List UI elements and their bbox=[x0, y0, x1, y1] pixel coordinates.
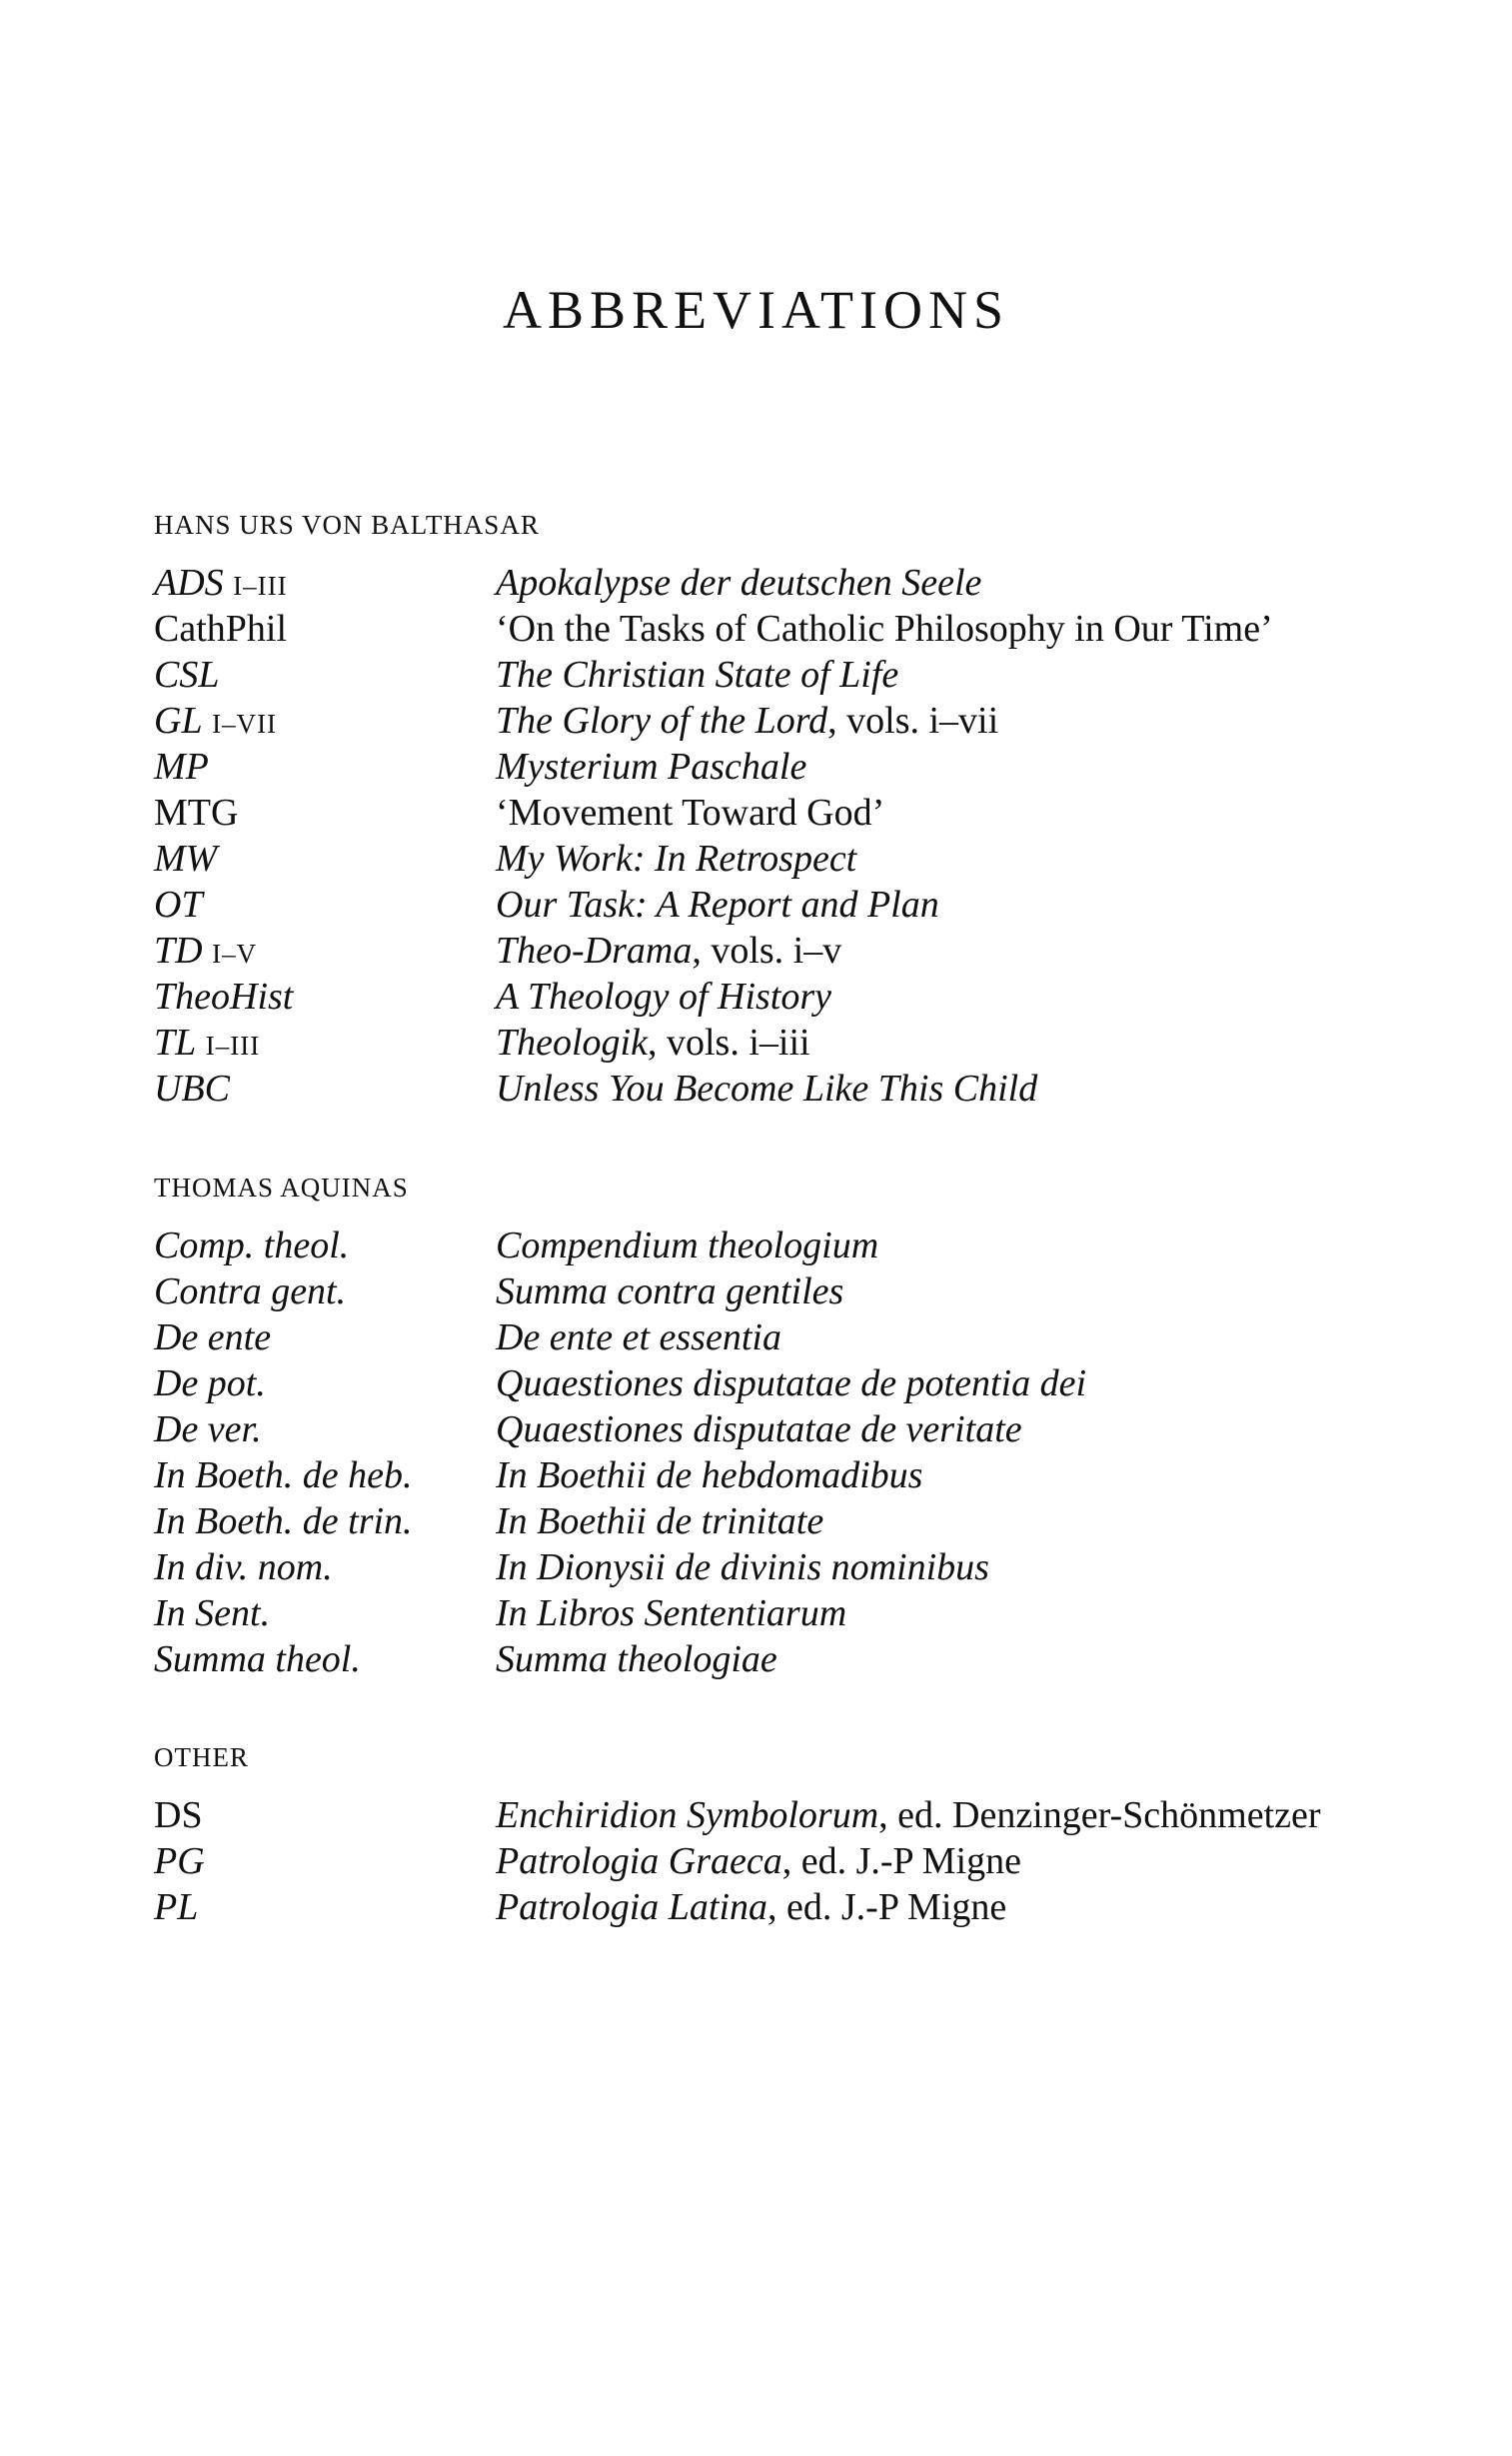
list-item bbox=[154, 974, 1383, 1020]
full-title: De ente et essentia bbox=[496, 1316, 781, 1358]
list-item bbox=[154, 1268, 1383, 1314]
full-title: My Work: In Retrospect bbox=[496, 838, 857, 880]
full-title: Theologik, vols. i–iii bbox=[496, 1022, 810, 1064]
abbreviation: MW bbox=[154, 838, 218, 880]
full-title: Quaestiones disputatae de potentia dei bbox=[496, 1362, 1087, 1404]
section-balthasar bbox=[154, 512, 1383, 1112]
full-title: Theo-Drama, vols. i–v bbox=[496, 930, 842, 972]
full-title: Patrologia Latina, ed. J.-P Migne bbox=[496, 1886, 1007, 1928]
list-item bbox=[154, 1314, 1383, 1360]
list-item bbox=[154, 1066, 1383, 1112]
abbreviation: Comp. theol. bbox=[154, 1225, 350, 1266]
abbreviation: TL I–III bbox=[154, 1022, 261, 1064]
full-title: Compendium theologium bbox=[496, 1225, 879, 1266]
abbreviation: CathPhil bbox=[154, 608, 288, 650]
full-title: Patrologia Graeca, ed. J.-P Migne bbox=[496, 1840, 1021, 1882]
list-item bbox=[154, 744, 1383, 790]
abbreviation: MP bbox=[154, 746, 209, 788]
full-title: ‘Movement Toward God’ bbox=[496, 792, 885, 834]
list-item bbox=[154, 928, 1383, 974]
abbreviation: PL bbox=[154, 1886, 199, 1928]
full-title: The Christian State of Life bbox=[496, 654, 899, 696]
abbreviation: Contra gent. bbox=[154, 1270, 347, 1312]
list-item bbox=[154, 1884, 1383, 1930]
abbreviation: TheoHist bbox=[154, 976, 294, 1018]
full-title: ‘On the Tasks of Catholic Philosophy in Our Time’ bbox=[496, 608, 1273, 650]
abbreviation: CSL bbox=[154, 654, 220, 696]
list-item bbox=[154, 1636, 1383, 1682]
abbreviation-list bbox=[154, 1223, 1383, 1682]
abbreviation: TD I–V bbox=[154, 930, 258, 972]
full-title: In Dionysii de divinis nominibus bbox=[496, 1546, 989, 1588]
abbreviation: DS bbox=[154, 1794, 203, 1836]
list-item bbox=[154, 1544, 1383, 1590]
full-title: Summa theologiae bbox=[496, 1638, 777, 1680]
section-aquinas bbox=[154, 1175, 1383, 1682]
list-item bbox=[154, 1792, 1383, 1838]
abbreviation: De ente bbox=[154, 1316, 272, 1358]
list-item bbox=[154, 1452, 1383, 1498]
full-title: The Glory of the Lord, vols. i–vii bbox=[496, 700, 999, 742]
list-item bbox=[154, 1360, 1383, 1406]
full-title: Unless You Become Like This Child bbox=[496, 1068, 1038, 1110]
abbreviation: UBC bbox=[154, 1068, 230, 1110]
abbreviation: GL I–VII bbox=[154, 700, 278, 742]
abbreviation: In Sent. bbox=[154, 1592, 271, 1634]
page-title: ABBREVIATIONS bbox=[502, 280, 1010, 340]
abbreviation: De ver. bbox=[154, 1408, 262, 1450]
full-title: Quaestiones disputatae de veritate bbox=[496, 1408, 1022, 1450]
list-item bbox=[154, 606, 1383, 652]
list-item bbox=[154, 790, 1383, 836]
list-item bbox=[154, 560, 1383, 606]
full-title: In Libros Sententiarum bbox=[496, 1592, 847, 1634]
section-heading: HANS URS VON BALTHASAR bbox=[154, 510, 540, 540]
section-other bbox=[154, 1744, 1383, 1930]
full-title: Enchiridion Symbolorum, ed. Denzinger-Schönmetzer bbox=[496, 1794, 1321, 1836]
abbreviation: OT bbox=[154, 884, 203, 926]
list-item bbox=[154, 882, 1383, 928]
list-item bbox=[154, 836, 1383, 882]
abbreviation: In div. nom. bbox=[154, 1546, 333, 1588]
list-item bbox=[154, 1498, 1383, 1544]
abbreviation: PG bbox=[154, 1840, 205, 1882]
abbreviation: In Boeth. de trin. bbox=[154, 1500, 413, 1542]
section-heading: OTHER bbox=[154, 1742, 249, 1772]
list-item bbox=[154, 1020, 1383, 1066]
list-item bbox=[154, 1838, 1383, 1884]
abbreviation: De pot. bbox=[154, 1362, 266, 1404]
full-title: A Theology of History bbox=[496, 976, 832, 1018]
full-title: In Boethii de trinitate bbox=[496, 1500, 824, 1542]
full-title: Summa contra gentiles bbox=[496, 1270, 844, 1312]
full-title: In Boethii de hebdomadibus bbox=[496, 1454, 923, 1496]
list-item bbox=[154, 652, 1383, 698]
list-item bbox=[154, 1223, 1383, 1268]
list-item bbox=[154, 1590, 1383, 1636]
abbreviation-list bbox=[154, 560, 1383, 1112]
list-item bbox=[154, 698, 1383, 744]
abbreviation: ADS I–III bbox=[154, 562, 288, 604]
abbreviation-list bbox=[154, 1792, 1383, 1930]
full-title: Apokalypse der deutschen Seele bbox=[496, 562, 982, 604]
list-item bbox=[154, 1406, 1383, 1452]
abbreviation: Summa theol. bbox=[154, 1638, 361, 1680]
abbreviation: MTG bbox=[154, 792, 239, 834]
full-title: Our Task: A Report and Plan bbox=[496, 884, 939, 926]
section-heading: THOMAS AQUINAS bbox=[154, 1173, 409, 1203]
abbreviation: In Boeth. de heb. bbox=[154, 1454, 413, 1496]
full-title: Mysterium Paschale bbox=[496, 746, 807, 788]
